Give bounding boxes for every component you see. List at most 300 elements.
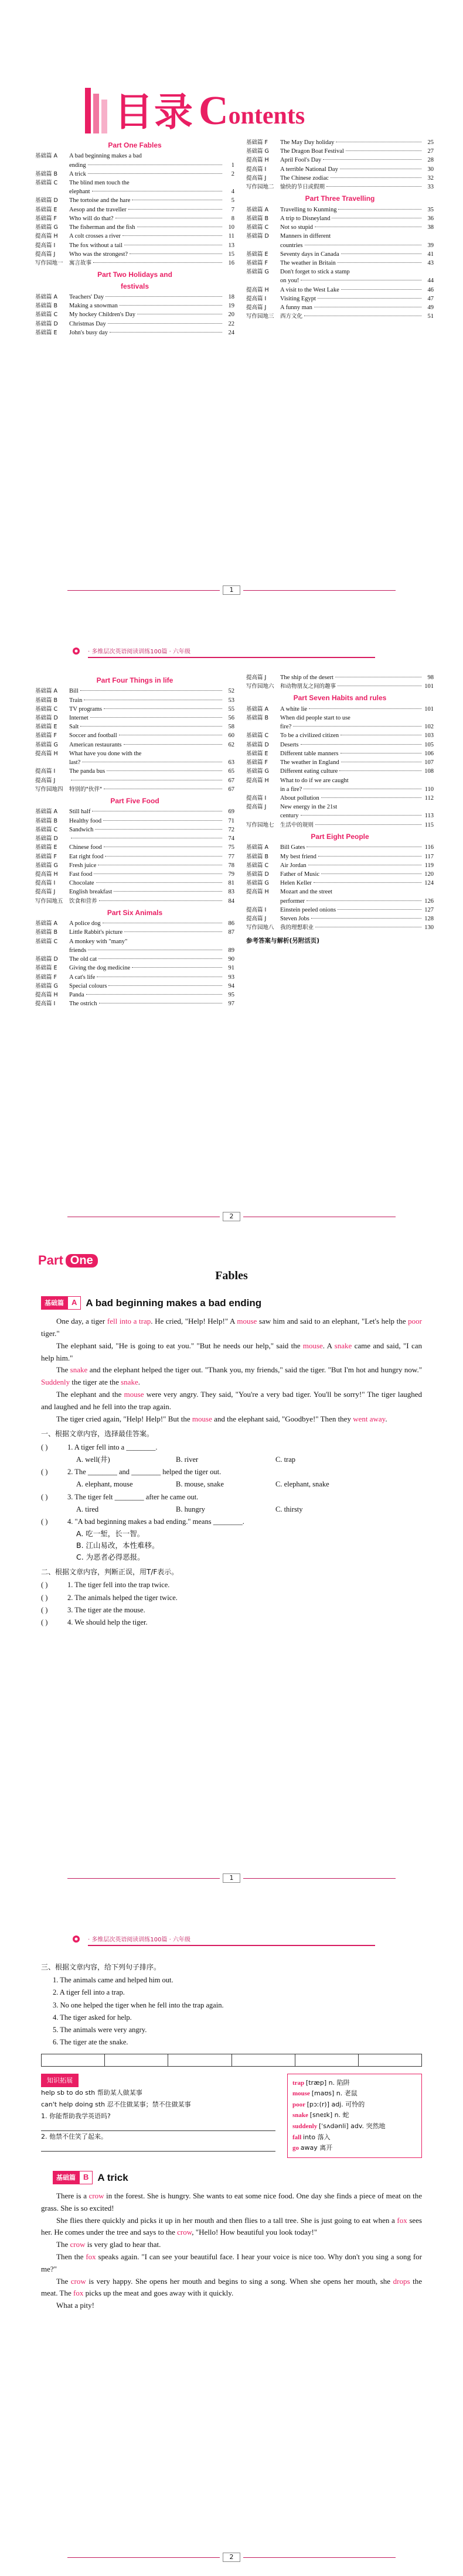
question: [41, 1491, 422, 1503]
paragraph: The crow is very happy. She opens her mouth and begins to sing a song. When she opens her mouth, she drops the meat. The fox picks up the meat and goes away with it quickly.: [41, 2276, 422, 2298]
leader-dots: [96, 882, 222, 883]
toc-level: 提高篇 I: [246, 906, 267, 913]
leader-dots: [346, 150, 421, 151]
toc-entry: [35, 928, 234, 937]
toc-title: [114, 88, 305, 135]
page-header: [0, 1926, 463, 1950]
leader-dots: [318, 856, 421, 857]
toc-page: 7: [231, 206, 234, 213]
toc-title: New energy in the 21st: [280, 804, 338, 811]
toc-page: 116: [424, 844, 434, 851]
toc-level: 基础篇 B: [246, 853, 269, 860]
answer-box[interactable]: [359, 2054, 422, 2067]
leader-dots: [338, 209, 421, 210]
toc-entry: [246, 673, 434, 682]
toc-page: 1: [231, 162, 234, 169]
sentence: 2. A tiger fell into a trap.: [53, 1988, 125, 1997]
vocab-def: [pɔː(r)] adj. 可怜的: [307, 2100, 365, 2108]
paragraph: The crow is very glad to hear that.: [56, 2240, 161, 2249]
toc-level: 基础篇 D: [35, 835, 58, 842]
question: [41, 1579, 422, 1591]
leader-dots: [339, 770, 421, 771]
toc-page: 128: [424, 916, 434, 923]
vocab-def: [ˈsʌdənli] adv. 突然地: [318, 2122, 386, 2130]
toc-title: performer: [280, 898, 305, 905]
toc-title: Salt: [69, 724, 79, 731]
toc-entry: [35, 807, 234, 816]
options: [41, 1528, 422, 1563]
toc-page: 5: [231, 197, 234, 204]
toc-page: 43: [427, 260, 434, 267]
section-heading: 三、根据文章内容，给下列句子排序。: [41, 1963, 161, 1971]
toc-page: 44: [427, 278, 434, 285]
leader-dots: [108, 323, 222, 324]
part-title: Fables: [215, 1269, 248, 1282]
paragraph: What a pity!: [56, 2301, 94, 2310]
toc-column-left: [35, 138, 234, 337]
toc-page: 124: [424, 880, 434, 887]
toc-entry: [35, 731, 234, 740]
toc-entry: [246, 165, 434, 174]
toc-page: 119: [424, 862, 434, 869]
toc-title-initial: C: [199, 88, 229, 133]
toc-level: 提高篇 H: [246, 777, 269, 784]
question: [41, 1604, 422, 1616]
toc-title: 饮食和营养: [69, 898, 97, 905]
toc-level: 基础篇 G: [246, 269, 269, 276]
paragraph: The elephant and the mouse were very angry. They said, "You're a very bad tiger. You'll be sorry!" The tiger laughed and laughed and he fell into the trap again.: [41, 1389, 422, 1411]
toc-title: Soccer and football: [69, 732, 117, 739]
toc-title-cn: 目录: [114, 90, 194, 135]
toc-title: The ostrich: [69, 1001, 97, 1008]
toc-level: 基础篇 E: [35, 206, 57, 213]
question: [41, 1441, 422, 1454]
toc-level: 基础篇 E: [246, 251, 268, 258]
toc-title: What to do if we are caught: [280, 777, 349, 784]
toc-page: 93: [228, 974, 234, 981]
toc-title: fire?: [280, 724, 292, 731]
toc-level: 基础篇 D: [246, 871, 269, 878]
toc-level: 提高篇 J: [246, 916, 267, 923]
question-text: 1. The tiger fell into the trap twice.: [67, 1581, 170, 1590]
toc-page: 72: [228, 826, 234, 833]
part-heading: Part Six Animals: [107, 908, 163, 917]
toc-page: 20: [228, 311, 234, 318]
toc-level: 提高篇 I: [246, 166, 267, 173]
toc-title: Train: [69, 697, 83, 704]
toc-title: The blind men touch the: [69, 180, 130, 187]
toc-entry: [35, 696, 234, 705]
toc-page: 38: [427, 224, 434, 231]
toc-title: on you!: [280, 278, 299, 285]
answer-box[interactable]: [168, 2054, 232, 2067]
leader-dots: [80, 690, 222, 691]
toc-page: 16: [228, 260, 234, 267]
toc-level: 写作园地七: [246, 821, 274, 828]
toc-title: American restaurants: [69, 741, 122, 748]
answer-blank: ( ): [41, 1593, 48, 1602]
toc-page: 97: [228, 1001, 234, 1008]
part-heading: Part Three Travelling: [305, 194, 375, 203]
toc-page: 22: [228, 320, 234, 327]
toc-entry: [35, 302, 234, 310]
toc-entry: [35, 964, 234, 972]
reading2-content: [41, 1958, 422, 2312]
part-tag: [38, 1253, 98, 1268]
toc-page: 112: [424, 795, 434, 802]
toc-level: 基础篇 E: [246, 750, 268, 757]
answers-note: 参考答案与解析(另附活页): [246, 937, 320, 945]
toc-title: Air Jordan: [280, 862, 307, 869]
toc-entry: [246, 138, 434, 147]
leader-dots: [321, 797, 421, 798]
options: [41, 1503, 422, 1516]
leader-dots: [301, 744, 422, 745]
toc-level: 基础篇 A: [246, 206, 269, 213]
toc2-column-left: [35, 673, 234, 1008]
toc-page: 15: [228, 251, 234, 258]
toc-title: Travelling to Kunming: [280, 206, 337, 213]
toc-page: 74: [228, 835, 234, 842]
toc-page: 101: [424, 705, 434, 712]
toc-page: 67: [228, 786, 234, 793]
toc-entry: [246, 303, 434, 312]
toc-page: 28: [427, 157, 434, 164]
toc-page: 8: [231, 215, 234, 222]
toc-level: 基础篇 A: [35, 153, 58, 160]
toc-level: 提高篇 J: [246, 674, 267, 681]
toc-entry: [35, 991, 234, 999]
toc-level: 基础篇 A: [35, 294, 58, 301]
toc-page: 117: [424, 853, 434, 860]
knowledge-point: [41, 2074, 275, 2158]
leader-dots: [321, 873, 421, 874]
question: [41, 1466, 422, 1478]
toc-page: 127: [424, 906, 434, 913]
toc-level: 提高篇 H: [35, 871, 58, 878]
part-heading: Part One Fables: [108, 141, 162, 149]
toc-page: 63: [228, 759, 234, 766]
vocab-item: [292, 2132, 417, 2143]
toc-title: The fox without a tail: [69, 242, 122, 249]
story-text: [41, 1316, 422, 1425]
toc-title: 愉快的节日或假期: [280, 184, 325, 191]
toc-level: 提高篇 I: [35, 880, 56, 887]
toc-level: 提高篇 J: [246, 174, 267, 181]
toc-title: 和动物朋友之间的趣事: [280, 683, 336, 690]
toc-page: 106: [424, 750, 434, 757]
vocab-item: [292, 2078, 417, 2089]
option: A. elephant, mouse: [76, 1480, 133, 1489]
toc-entry: [35, 785, 234, 794]
toc-page: 89: [228, 947, 234, 954]
toc-title: 特别的"伙伴": [69, 786, 103, 793]
toc-level: 基础篇 B: [246, 715, 269, 722]
question-text: 4. We should help the tiger.: [67, 1618, 148, 1627]
toc-level: 基础篇 E: [35, 844, 57, 851]
toc-entry: [35, 152, 234, 160]
toc-title: 寓言故事: [69, 260, 92, 267]
toc-entry: [246, 767, 434, 776]
toc-level: 基础篇 G: [35, 982, 58, 989]
answer-box[interactable]: [41, 2054, 105, 2067]
toc-entry: [35, 749, 234, 758]
toc-level: 基础篇 F: [35, 215, 57, 222]
toc-level: 基础篇 F: [246, 139, 268, 146]
answer-box[interactable]: [232, 2054, 295, 2067]
leader-dots: [331, 177, 421, 178]
vocab-item: [292, 2099, 417, 2111]
toc-level: 提高篇 H: [246, 889, 269, 896]
vocab-item: [292, 2110, 417, 2121]
toc-entry: [246, 879, 434, 888]
toc-page: 71: [228, 817, 234, 824]
toc-entry-cont: [246, 276, 434, 285]
toc-level: 提高篇 H: [246, 286, 269, 293]
toc-title: Fresh juice: [69, 862, 97, 869]
part-heading: Part Seven Habits and rules: [293, 694, 387, 703]
toc-level: 写作园地二: [246, 184, 274, 191]
leader-dots: [338, 909, 421, 910]
toc-page: 95: [228, 991, 234, 998]
toc-level: 基础篇 F: [246, 260, 268, 267]
toc-page: 69: [228, 809, 234, 816]
option: B. 江山易改，本性难移。: [76, 1541, 159, 1550]
toc-entry: [246, 794, 434, 803]
toc-page-2: [0, 621, 463, 1241]
answer-box[interactable]: [295, 2054, 359, 2067]
leader-dots: [110, 332, 222, 333]
toc-entry: [35, 320, 234, 328]
level-badge: 基础篇 A: [41, 1296, 81, 1310]
toc-entry: [35, 259, 234, 268]
toc-entry: [246, 156, 434, 165]
toc-title: The ship of the desert: [280, 674, 333, 681]
toc-entry: [35, 825, 234, 834]
toc-title: April Fool's Day: [280, 157, 322, 164]
toc-title-en: ontents: [228, 102, 305, 129]
kp-question: 1. 你能帮助我学英语吗?: [41, 2111, 275, 2131]
toc-page: 115: [424, 821, 434, 828]
toc-entry: [246, 821, 434, 830]
toc-level: 基础篇 E: [35, 724, 57, 731]
toc-title: Healthy food: [69, 817, 102, 824]
toc-level: 基础篇 G: [35, 741, 58, 748]
toc-title: Teachers' Day: [69, 294, 104, 301]
toc-entry: [35, 687, 234, 696]
knowledge-area: [41, 2074, 422, 2158]
toc-title: Aesop and the traveller: [69, 206, 127, 213]
toc-column-right: [246, 138, 434, 321]
answer-blank: ( ): [41, 1605, 48, 1614]
toc-level: 基础篇 B: [35, 303, 58, 310]
toc-entry: [246, 923, 434, 932]
leader-dots: [80, 726, 222, 727]
toc-entry: [246, 906, 434, 914]
question: [41, 1592, 422, 1604]
paragraph: She flies there quickly and picks it up in her mouth and then flies to a tall tree. She is just going to eat when a fox sees her. He comes under the tree and says to the crow, "Hello! How beautiful you look today!": [41, 2215, 422, 2237]
vocab-item: [292, 2121, 417, 2132]
answer-box[interactable]: [105, 2054, 168, 2067]
toc-title: ending: [69, 162, 86, 169]
toc-level: 基础篇 B: [35, 170, 58, 177]
leader-dots: [104, 708, 222, 709]
question: [41, 1516, 422, 1528]
toc-entry: [246, 776, 434, 785]
toc-title: 生活中的规则: [280, 821, 314, 828]
leader-dots: [86, 994, 222, 995]
toc-level: 写作园地六: [246, 683, 274, 690]
leader-dots: [323, 159, 421, 160]
leader-dots: [314, 882, 421, 883]
toc-entry: [246, 250, 434, 259]
toc-level: 提高篇 H: [35, 750, 58, 757]
toc-entry: [35, 293, 234, 302]
toc-entry: [35, 223, 234, 232]
toc-page: 11: [228, 233, 234, 240]
toc-page: 65: [228, 768, 234, 775]
sentence: 6. The tiger ate the snake.: [53, 2038, 128, 2047]
story-text: [41, 2190, 422, 2312]
toc-title: The old cat: [69, 956, 97, 963]
vocab-word: suddenly: [292, 2123, 319, 2130]
toc-level: 基础篇 G: [246, 148, 269, 155]
toc-page: 24: [228, 329, 234, 336]
toc-entry: [35, 328, 234, 337]
header-flower-icon: [70, 1933, 82, 1945]
vocab-word: poor: [292, 2101, 307, 2108]
leader-dots: [338, 262, 421, 263]
toc-title: Giving the dog medicine: [69, 965, 131, 972]
toc-page: 25: [427, 139, 434, 146]
toc-level: 提高篇 H: [35, 991, 58, 998]
toc-title: Eat right food: [69, 853, 104, 860]
level-badge: 基础篇 B: [53, 2171, 93, 2185]
toc-level: 基础篇 A: [35, 688, 58, 695]
toc-entry: [246, 731, 434, 740]
toc-level: 基础篇 A: [35, 809, 58, 816]
toc-entry: [246, 714, 434, 722]
toc-page: 87: [228, 929, 234, 936]
toc-title: A cat's life: [69, 974, 96, 981]
option: C. 为恶者必得恶报。: [76, 1553, 145, 1562]
leader-dots: [309, 708, 421, 709]
toc-level: 基础篇 C: [35, 938, 58, 945]
toc-page: 35: [427, 206, 434, 213]
toc-entry: [246, 286, 434, 294]
leader-dots: [307, 900, 421, 901]
toc-level: 提高篇 J: [35, 777, 56, 784]
toc-entry: [35, 241, 234, 250]
section-heading: 一、根据文章内容，选择最佳答案。: [41, 1430, 154, 1438]
toc-entry: [246, 232, 434, 241]
toc-page: 120: [424, 871, 434, 878]
leader-dots: [120, 305, 222, 306]
toc-page: 77: [228, 853, 234, 860]
section-heading: 二、根据文章内容，判断正误，用T/F表示。: [41, 1568, 179, 1577]
toc-entry: [35, 250, 234, 259]
toc-entry: [246, 174, 434, 183]
toc-page: 10: [228, 224, 234, 231]
answer-blank: ( ): [41, 1618, 48, 1627]
toc-title: century: [280, 813, 299, 820]
toc-entry: [246, 914, 434, 923]
toc-page: 79: [228, 871, 234, 878]
toc-level: 基础篇 C: [246, 224, 269, 231]
toc-title: What have you done with the: [69, 750, 142, 757]
toc-entry-cont: [35, 161, 234, 170]
toc-page: 19: [228, 303, 234, 310]
toc-entry: [246, 205, 434, 214]
toc-title: countries: [280, 242, 303, 249]
leader-dots: [107, 770, 222, 771]
toc-entry: [35, 870, 234, 879]
leader-dots: [326, 186, 421, 187]
header-series: · 多维层次英语阅读训练100篇 · 六年级: [88, 1937, 190, 1943]
toc-title: Bill: [69, 688, 79, 695]
paragraph: The elephant said, "He is going to eat you." "But he needs our help," said the mouse. A snake came and said, "I can help him.": [41, 1341, 422, 1362]
toc-entry: [35, 196, 234, 205]
paragraph: One day, a tiger fell into a trap. He cried, "Help! Help!" A mouse saw him and said to an elephant, "Let's help the poor tiger.": [41, 1317, 423, 1338]
toc-page: 51: [427, 313, 434, 320]
toc-page: 33: [427, 184, 434, 191]
page-number: 2: [223, 2553, 240, 2562]
toc-title: Making a snowman: [69, 303, 118, 310]
toc2-column-right: [246, 673, 434, 946]
toc-entry: [35, 999, 234, 1008]
option: A. tired: [76, 1505, 99, 1513]
toc-level: 提高篇 I: [35, 242, 56, 249]
answer-blank: ( ): [41, 1443, 48, 1451]
toc-entry: [246, 223, 434, 232]
toc-entry: [35, 817, 234, 825]
toc-level: 写作园地三: [246, 313, 274, 320]
toc-entry: [35, 232, 234, 241]
vocab-word: go: [292, 2145, 301, 2152]
toc-level: 写作园地四: [35, 786, 63, 793]
toc-level: 基础篇 F: [35, 732, 57, 739]
toc-level: 基础篇 F: [35, 853, 57, 860]
toc-entry: [35, 982, 234, 991]
question-text: 4. "A bad beginning makes a bad ending." means ________.: [67, 1517, 244, 1526]
page-header: [0, 638, 463, 662]
leader-dots: [132, 967, 222, 968]
toc-title: Little Rabbit's picture: [69, 929, 123, 936]
toc-title: About pollution: [280, 795, 319, 802]
toc-page: 32: [427, 174, 434, 181]
toc-level: 基础篇 G: [246, 768, 269, 775]
toc-page: 81: [228, 880, 234, 887]
part-heading: festivals: [120, 282, 149, 290]
leader-dots: [124, 744, 222, 745]
toc-title: Visiting Egypt: [280, 295, 316, 302]
vocab-item: [292, 2088, 417, 2099]
option: B. hungry: [176, 1505, 205, 1513]
toc-entry-cont: [246, 785, 434, 794]
toc-page: 107: [424, 759, 434, 766]
header-flower-icon: [70, 645, 82, 657]
question: [41, 1616, 422, 1629]
vocab-def: into 落入: [303, 2133, 331, 2141]
toc-entry: [246, 183, 434, 191]
toc-title: The May Day holiday: [280, 139, 335, 146]
toc-title: Panda: [69, 991, 84, 998]
ordering-sentences: [41, 1974, 422, 2049]
toc-level: 提高篇 J: [246, 304, 267, 311]
toc-entry: [35, 919, 234, 928]
toc-title: A trick: [69, 170, 86, 177]
toc-level: 基础篇 C: [35, 311, 58, 318]
